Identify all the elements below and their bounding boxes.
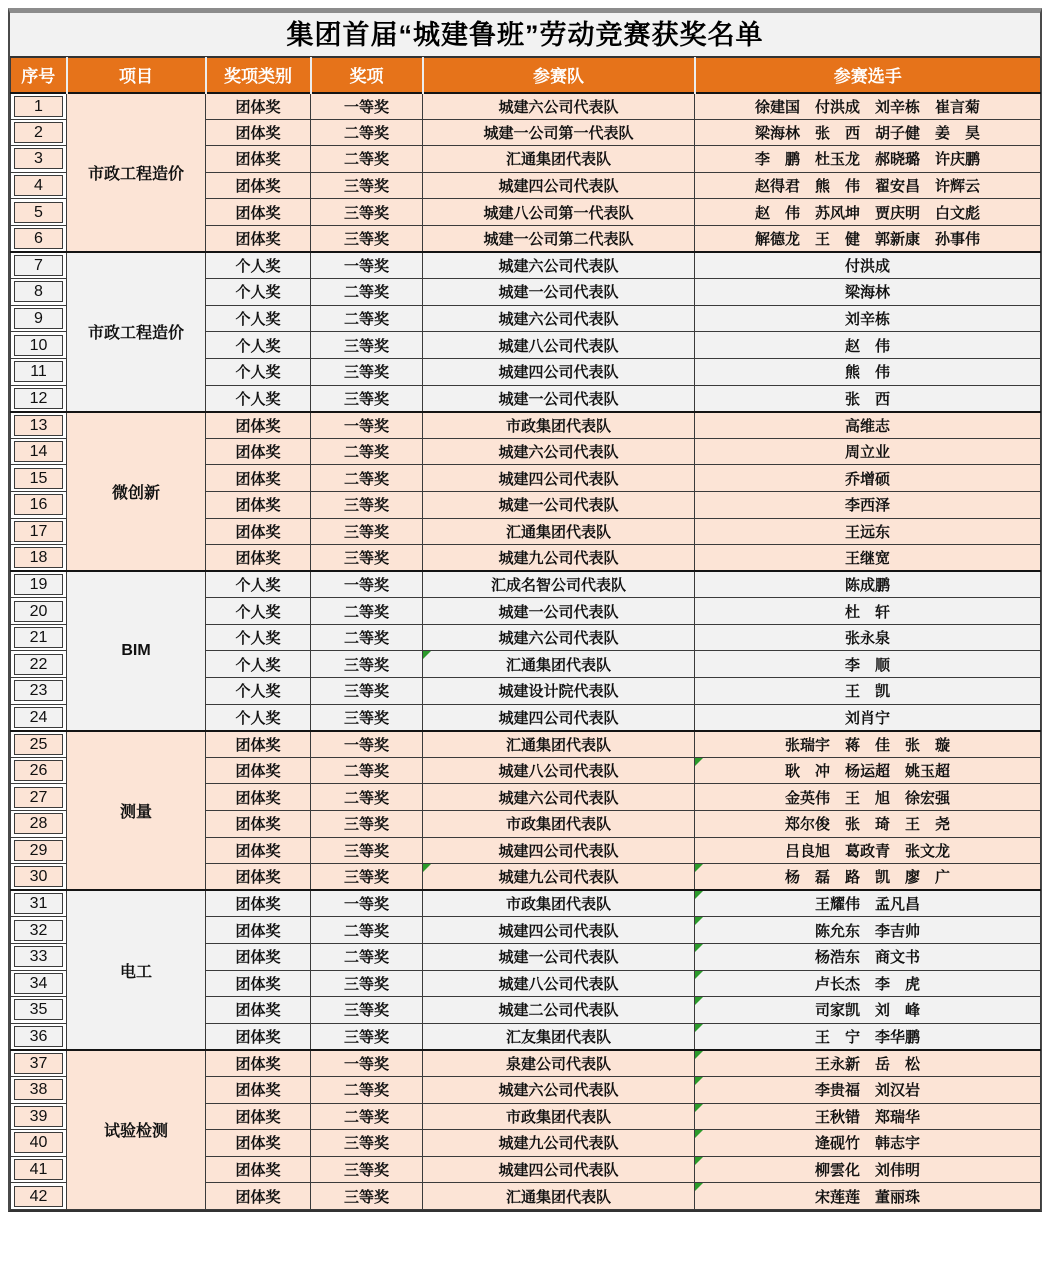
row-number-cell (11, 917, 67, 944)
team-cell: 城建一公司第一代表队 (423, 119, 695, 146)
row-number: 29 (14, 840, 63, 861)
team-cell: 城建九公司代表队 (423, 1130, 695, 1157)
row-number-cell (11, 784, 67, 811)
award-level-cell: 三等奖 (311, 811, 423, 838)
row-number: 38 (14, 1079, 63, 1100)
header-row (11, 58, 1041, 93)
team-cell: 城建四公司代表队 (423, 917, 695, 944)
row-number: 42 (14, 1186, 63, 1207)
award-category-cell: 团体奖 (206, 757, 311, 784)
award-level-cell: 二等奖 (311, 279, 423, 306)
award-category-cell: 个人奖 (206, 598, 311, 625)
row-number-cell (11, 199, 67, 226)
row-number-cell (11, 1076, 67, 1103)
row-number-cell (11, 146, 67, 173)
award-level-cell: 三等奖 (311, 518, 423, 545)
award-category-cell: 团体奖 (206, 491, 311, 518)
award-level-cell: 三等奖 (311, 172, 423, 199)
team-cell: 城建一公司代表队 (423, 279, 695, 306)
cell-error-flag-icon (695, 944, 703, 952)
players-cell: 王 凯 (695, 678, 1041, 705)
team-cell: 城建六公司代表队 (423, 624, 695, 651)
players-cell: 李 顺 (695, 651, 1041, 678)
row-number-cell (11, 518, 67, 545)
award-category-cell: 团体奖 (206, 864, 311, 891)
team-cell: 城建九公司代表队 (423, 545, 695, 572)
award-level-cell: 二等奖 (311, 146, 423, 173)
row-number: 26 (14, 760, 63, 781)
players-cell: 张瑞宇 蒋 佳 张 璇 (695, 731, 1041, 758)
award-sheet (8, 8, 1042, 1212)
players-cell: 柳雲化 刘伟明 (695, 1156, 1041, 1183)
team-cell: 城建设计院代表队 (423, 678, 695, 705)
award-level-cell: 二等奖 (311, 624, 423, 651)
award-level-cell: 一等奖 (311, 252, 423, 279)
row-number: 40 (14, 1132, 63, 1153)
row-number-cell (11, 119, 67, 146)
row-number: 30 (14, 866, 63, 887)
award-level-cell: 三等奖 (311, 1156, 423, 1183)
award-level-cell: 一等奖 (311, 731, 423, 758)
row-number-cell (11, 997, 67, 1024)
players-cell: 杨 磊 路 凯 廖 广 (695, 864, 1041, 891)
table-row (11, 731, 1041, 758)
row-number-cell (11, 571, 67, 598)
award-category-cell: 团体奖 (206, 172, 311, 199)
row-number-cell (11, 811, 67, 838)
team-cell: 城建六公司代表队 (423, 93, 695, 120)
award-level-cell: 一等奖 (311, 890, 423, 917)
award-category-cell: 团体奖 (206, 1156, 311, 1183)
row-number: 28 (14, 813, 63, 834)
award-category-cell: 个人奖 (206, 358, 311, 385)
players-cell: 陈成鹏 (695, 571, 1041, 598)
team-cell: 城建六公司代表队 (423, 252, 695, 279)
row-number: 15 (14, 468, 63, 489)
award-level-cell: 三等奖 (311, 997, 423, 1024)
team-cell: 城建九公司代表队 (423, 864, 695, 891)
award-level-cell: 三等奖 (311, 491, 423, 518)
row-number-cell (11, 172, 67, 199)
team-cell: 城建一公司代表队 (423, 491, 695, 518)
row-number: 41 (14, 1159, 63, 1180)
row-number: 9 (14, 308, 63, 329)
row-number-cell (11, 1050, 67, 1077)
players-cell: 熊 伟 (695, 358, 1041, 385)
cell-error-flag-icon (695, 997, 703, 1005)
award-category-cell: 个人奖 (206, 385, 311, 412)
row-number-cell (11, 1103, 67, 1130)
row-number-cell (11, 279, 67, 306)
award-category-cell: 团体奖 (206, 518, 311, 545)
row-number: 4 (14, 175, 63, 196)
team-cell: 市政集团代表队 (423, 890, 695, 917)
players-cell: 赵 伟 (695, 332, 1041, 359)
row-number-cell (11, 491, 67, 518)
award-level-cell: 二等奖 (311, 757, 423, 784)
award-level-cell: 一等奖 (311, 571, 423, 598)
row-number-cell (11, 1156, 67, 1183)
project-cell: 微创新 (67, 412, 206, 572)
award-category-cell: 个人奖 (206, 651, 311, 678)
row-number-cell (11, 864, 67, 891)
award-level-cell: 三等奖 (311, 970, 423, 997)
players-cell: 陈允东 李吉帅 (695, 917, 1041, 944)
col-header-players: 参赛选手 (695, 58, 1041, 93)
row-number: 34 (14, 973, 63, 994)
team-cell: 汇友集团代表队 (423, 1023, 695, 1050)
award-level-cell: 三等奖 (311, 704, 423, 731)
row-number: 17 (14, 521, 63, 542)
table-row (11, 1050, 1041, 1077)
row-number-cell (11, 890, 67, 917)
row-number: 10 (14, 335, 63, 356)
row-number: 23 (14, 680, 63, 701)
row-number: 1 (14, 96, 63, 117)
award-category-cell: 团体奖 (206, 837, 311, 864)
row-number: 31 (14, 893, 63, 914)
row-number-cell (11, 704, 67, 731)
row-number-cell (11, 731, 67, 758)
award-table (10, 57, 1041, 1210)
team-cell: 城建八公司代表队 (423, 757, 695, 784)
row-number: 33 (14, 946, 63, 967)
row-number-cell (11, 305, 67, 332)
row-number: 19 (14, 574, 63, 595)
cell-error-flag-icon (695, 1183, 703, 1191)
award-category-cell: 团体奖 (206, 225, 311, 252)
row-number-cell (11, 651, 67, 678)
team-cell: 城建八公司代表队 (423, 332, 695, 359)
col-header-category: 奖项类别 (206, 58, 311, 93)
players-cell: 刘辛栋 (695, 305, 1041, 332)
award-category-cell: 团体奖 (206, 1076, 311, 1103)
team-cell: 汇通集团代表队 (423, 518, 695, 545)
cell-error-flag-icon (695, 864, 703, 872)
players-cell: 徐建国 付洪成 刘辛栋 崔言菊 (695, 93, 1041, 120)
award-level-cell: 三等奖 (311, 332, 423, 359)
team-cell: 城建四公司代表队 (423, 358, 695, 385)
award-category-cell: 个人奖 (206, 332, 311, 359)
team-cell: 汇成名智公司代表队 (423, 571, 695, 598)
row-number: 22 (14, 654, 63, 675)
table-row (11, 890, 1041, 917)
row-number-cell (11, 252, 67, 279)
award-category-cell: 个人奖 (206, 678, 311, 705)
row-number-cell (11, 944, 67, 971)
team-cell: 城建六公司代表队 (423, 438, 695, 465)
team-cell: 汇通集团代表队 (423, 1183, 695, 1210)
award-level-cell: 二等奖 (311, 1076, 423, 1103)
players-cell: 王继宽 (695, 545, 1041, 572)
team-cell: 城建一公司第二代表队 (423, 225, 695, 252)
players-cell: 李西泽 (695, 491, 1041, 518)
row-number-cell (11, 1023, 67, 1050)
team-cell: 城建四公司代表队 (423, 465, 695, 492)
cell-error-flag-icon (695, 917, 703, 925)
players-cell: 赵得君 熊 伟 翟安昌 许辉云 (695, 172, 1041, 199)
players-cell: 张永泉 (695, 624, 1041, 651)
players-cell: 梁海林 张 西 胡子健 姜 昊 (695, 119, 1041, 146)
row-number: 21 (14, 627, 63, 648)
award-category-cell: 团体奖 (206, 784, 311, 811)
award-level-cell: 三等奖 (311, 837, 423, 864)
award-level-cell: 二等奖 (311, 598, 423, 625)
players-cell: 付洪成 (695, 252, 1041, 279)
row-number: 18 (14, 547, 63, 568)
project-cell: 试验检测 (67, 1050, 206, 1210)
row-number: 37 (14, 1053, 63, 1074)
award-category-cell: 团体奖 (206, 1183, 311, 1210)
row-number: 39 (14, 1106, 63, 1127)
row-number-cell (11, 385, 67, 412)
row-number-cell (11, 1183, 67, 1210)
award-category-cell: 团体奖 (206, 944, 311, 971)
row-number: 14 (14, 441, 63, 462)
players-cell: 李贵福 刘汉岩 (695, 1076, 1041, 1103)
project-cell: 测量 (67, 731, 206, 891)
players-cell: 赵 伟 苏风坤 贾庆明 白文彪 (695, 199, 1041, 226)
row-number: 7 (14, 255, 63, 276)
players-cell: 逄砚竹 韩志宇 (695, 1130, 1041, 1157)
players-cell: 杨浩东 商文书 (695, 944, 1041, 971)
award-category-cell: 团体奖 (206, 465, 311, 492)
col-header-award: 奖项 (311, 58, 423, 93)
award-level-cell: 三等奖 (311, 545, 423, 572)
cell-error-flag-icon (695, 1104, 703, 1112)
players-cell: 吕良旭 葛政青 张文龙 (695, 837, 1041, 864)
team-cell: 市政集团代表队 (423, 811, 695, 838)
players-cell: 耿 冲 杨运超 姚玉超 (695, 757, 1041, 784)
award-category-cell: 团体奖 (206, 1023, 311, 1050)
cell-error-flag-icon (695, 1130, 703, 1138)
cell-error-flag-icon (695, 1051, 703, 1059)
row-number-cell (11, 757, 67, 784)
award-category-cell: 团体奖 (206, 1103, 311, 1130)
award-level-cell: 三等奖 (311, 864, 423, 891)
award-category-cell: 团体奖 (206, 412, 311, 439)
row-number-cell (11, 412, 67, 439)
project-cell: 电工 (67, 890, 206, 1050)
project-cell: 市政工程造价 (67, 252, 206, 412)
players-cell: 梁海林 (695, 279, 1041, 306)
cell-error-flag-icon (695, 891, 703, 899)
col-header-project: 项目 (67, 58, 206, 93)
row-number: 6 (14, 228, 63, 249)
players-cell: 李 鹏 杜玉龙 郝晓璐 许庆鹏 (695, 146, 1041, 173)
team-cell: 市政集团代表队 (423, 412, 695, 439)
award-level-cell: 二等奖 (311, 784, 423, 811)
players-cell: 刘肖宁 (695, 704, 1041, 731)
row-number: 13 (14, 415, 63, 436)
award-category-cell: 团体奖 (206, 731, 311, 758)
award-category-cell: 团体奖 (206, 917, 311, 944)
award-category-cell: 个人奖 (206, 571, 311, 598)
award-level-cell: 三等奖 (311, 651, 423, 678)
players-cell: 杜 轩 (695, 598, 1041, 625)
award-level-cell: 三等奖 (311, 1023, 423, 1050)
award-category-cell: 个人奖 (206, 279, 311, 306)
row-number-cell (11, 332, 67, 359)
award-level-cell: 三等奖 (311, 1183, 423, 1210)
row-number-cell (11, 970, 67, 997)
award-level-cell: 二等奖 (311, 438, 423, 465)
cell-error-flag-icon (423, 864, 431, 872)
players-cell: 王耀伟 孟凡昌 (695, 890, 1041, 917)
players-cell: 王秋错 郑瑞华 (695, 1103, 1041, 1130)
team-cell: 城建四公司代表队 (423, 837, 695, 864)
award-category-cell: 团体奖 (206, 146, 311, 173)
row-number: 11 (14, 361, 63, 382)
players-cell: 张 西 (695, 385, 1041, 412)
cell-error-flag-icon (695, 1077, 703, 1085)
award-category-cell: 团体奖 (206, 93, 311, 120)
award-category-cell: 个人奖 (206, 252, 311, 279)
players-cell: 王永新 岳 松 (695, 1050, 1041, 1077)
team-cell: 城建六公司代表队 (423, 305, 695, 332)
row-number-cell (11, 225, 67, 252)
award-level-cell: 三等奖 (311, 678, 423, 705)
team-cell: 城建一公司代表队 (423, 598, 695, 625)
award-category-cell: 个人奖 (206, 624, 311, 651)
table-row (11, 93, 1041, 120)
team-cell: 城建四公司代表队 (423, 1156, 695, 1183)
team-cell: 泉建公司代表队 (423, 1050, 695, 1077)
award-level-cell: 一等奖 (311, 93, 423, 120)
award-level-cell: 一等奖 (311, 1050, 423, 1077)
award-category-cell: 团体奖 (206, 438, 311, 465)
team-cell: 城建一公司代表队 (423, 385, 695, 412)
row-number-cell (11, 465, 67, 492)
row-number-cell (11, 598, 67, 625)
award-category-cell: 个人奖 (206, 305, 311, 332)
award-level-cell: 三等奖 (311, 199, 423, 226)
award-level-cell: 三等奖 (311, 225, 423, 252)
project-cell: 市政工程造价 (67, 93, 206, 253)
players-cell: 周立业 (695, 438, 1041, 465)
team-cell: 汇通集团代表队 (423, 731, 695, 758)
team-cell: 城建四公司代表队 (423, 704, 695, 731)
row-number: 36 (14, 1026, 63, 1047)
team-cell: 城建四公司代表队 (423, 172, 695, 199)
row-number: 8 (14, 281, 63, 302)
cell-error-flag-icon (695, 1157, 703, 1165)
award-category-cell: 个人奖 (206, 704, 311, 731)
team-cell: 城建六公司代表队 (423, 1076, 695, 1103)
players-cell: 金英伟 王 旭 徐宏强 (695, 784, 1041, 811)
cell-error-flag-icon (695, 971, 703, 979)
award-level-cell: 三等奖 (311, 358, 423, 385)
players-cell: 解德龙 王 健 郭新康 孙事伟 (695, 225, 1041, 252)
row-number: 12 (14, 388, 63, 409)
row-number-cell (11, 438, 67, 465)
award-level-cell: 三等奖 (311, 385, 423, 412)
players-cell: 卢长杰 李 虎 (695, 970, 1041, 997)
table-row (11, 252, 1041, 279)
team-cell: 城建八公司第一代表队 (423, 199, 695, 226)
project-cell: BIM (67, 571, 206, 731)
award-level-cell: 二等奖 (311, 944, 423, 971)
page-title: 集团首届“城建鲁班”劳动竞赛获奖名单 (10, 13, 1040, 57)
row-number: 32 (14, 920, 63, 941)
row-number: 25 (14, 734, 63, 755)
players-cell: 高维志 (695, 412, 1041, 439)
team-cell: 城建六公司代表队 (423, 784, 695, 811)
row-number: 35 (14, 999, 63, 1020)
row-number: 16 (14, 494, 63, 515)
row-number: 20 (14, 601, 63, 622)
award-level-cell: 二等奖 (311, 917, 423, 944)
cell-error-flag-icon (695, 758, 703, 766)
award-level-cell: 二等奖 (311, 119, 423, 146)
row-number-cell (11, 624, 67, 651)
award-level-cell: 二等奖 (311, 1103, 423, 1130)
players-cell: 王 宁 李华鹏 (695, 1023, 1041, 1050)
award-category-cell: 团体奖 (206, 199, 311, 226)
players-cell: 乔增硕 (695, 465, 1041, 492)
row-number: 24 (14, 707, 63, 728)
award-category-cell: 团体奖 (206, 1130, 311, 1157)
team-cell: 城建二公司代表队 (423, 997, 695, 1024)
row-number-cell (11, 1130, 67, 1157)
team-cell: 汇通集团代表队 (423, 651, 695, 678)
row-number: 2 (14, 122, 63, 143)
row-number: 27 (14, 787, 63, 808)
team-cell: 市政集团代表队 (423, 1103, 695, 1130)
row-number-cell (11, 837, 67, 864)
row-number: 3 (14, 148, 63, 169)
players-cell: 郑尔俊 张 琦 王 尧 (695, 811, 1041, 838)
award-category-cell: 团体奖 (206, 970, 311, 997)
award-category-cell: 团体奖 (206, 545, 311, 572)
award-category-cell: 团体奖 (206, 890, 311, 917)
col-header-no: 序号 (11, 58, 67, 93)
row-number: 5 (14, 202, 63, 223)
award-level-cell: 一等奖 (311, 412, 423, 439)
players-cell: 宋莲莲 董丽珠 (695, 1183, 1041, 1210)
award-level-cell: 二等奖 (311, 305, 423, 332)
award-category-cell: 团体奖 (206, 997, 311, 1024)
award-level-cell: 三等奖 (311, 1130, 423, 1157)
award-level-cell: 二等奖 (311, 465, 423, 492)
players-cell: 司家凯 刘 峰 (695, 997, 1041, 1024)
team-cell: 城建八公司代表队 (423, 970, 695, 997)
team-cell: 城建一公司代表队 (423, 944, 695, 971)
row-number-cell (11, 545, 67, 572)
cell-error-flag-icon (423, 651, 431, 659)
col-header-team: 参赛队 (423, 58, 695, 93)
row-number-cell (11, 678, 67, 705)
cell-error-flag-icon (695, 1024, 703, 1032)
award-category-cell: 团体奖 (206, 811, 311, 838)
row-number-cell (11, 358, 67, 385)
team-cell: 汇通集团代表队 (423, 146, 695, 173)
award-category-cell: 团体奖 (206, 1050, 311, 1077)
table-row (11, 571, 1041, 598)
players-cell: 王远东 (695, 518, 1041, 545)
award-category-cell: 团体奖 (206, 119, 311, 146)
row-number-cell (11, 93, 67, 120)
table-row (11, 412, 1041, 439)
